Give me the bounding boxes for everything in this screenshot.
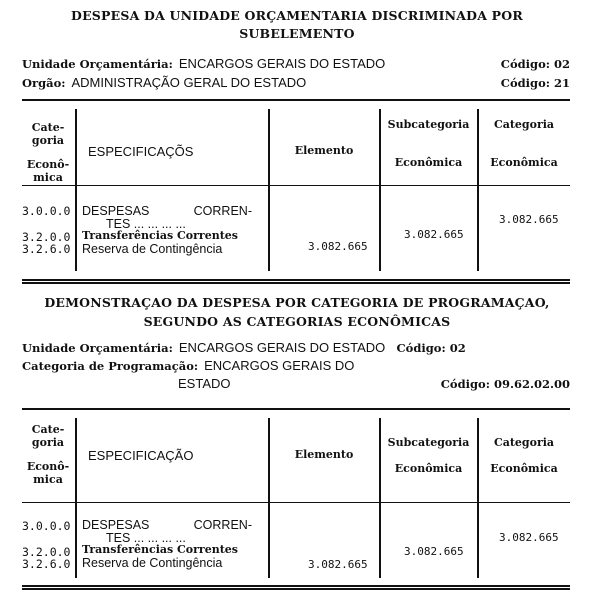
header-categoria: Categoria (493, 436, 555, 449)
categoria-programacao-value: ENCARGOS GERAIS DO (204, 358, 355, 373)
section2-title-line1: DEMONSTRAÇAO DA DESPESA POR CATEGORIA DE PROGRAMAÇAO, (44, 295, 550, 310)
unidade-code: Código: 02 (396, 341, 466, 355)
spec-column: DESPESAS CORREN- TES ... ... ... ... Transferências Correntes Reserva de Contingência (82, 204, 252, 256)
elemento-value: 3.082.665 (308, 558, 368, 571)
subcategoria-value: 3.082.665 (404, 545, 464, 558)
categoria-programacao-code: Código: 09.62.02.00 (440, 377, 570, 391)
unidade-label: Unidade Orçamentária: (22, 57, 173, 71)
orgao-value: ADMINISTRAÇÃO GERAL DO ESTADO (71, 75, 307, 90)
code-3260: 3.2.6.0 (22, 242, 71, 256)
spec-despesas-correntes: DESPESAS CORREN- (82, 204, 252, 218)
header-elemento: Elemento (294, 448, 354, 461)
spec-transferencias: Transferências Correntes (82, 229, 238, 242)
section1-table (22, 99, 570, 284)
section1-orgao-line (22, 74, 570, 92)
unidade-value: ENCARGOS GERAIS DO ESTADO (178, 56, 386, 71)
subcategoria-value: 3.082.665 (404, 228, 464, 241)
header-categoria-economica: Cate- goria Econô- mica (26, 121, 70, 184)
section2-table (22, 408, 570, 594)
unidade-label: Unidade Orçamentária: (22, 341, 173, 355)
header-especificacoes: ESPECIFICAÇÕS (88, 144, 194, 159)
spec-transferencias: Transferências Correntes (82, 543, 238, 556)
section2-title-line2: SEGUNDO AS CATEGORIAS ECONÔMICAS (143, 314, 451, 329)
code-3260: 3.2.6.0 (22, 557, 71, 571)
header-especificacao: ESPECIFICAÇÃO (88, 448, 194, 463)
orgao-code: Código: 21 (500, 76, 570, 90)
categoria-programacao-label: Categoria de Programação: (22, 359, 199, 373)
header-categoria: Categoria (493, 118, 555, 131)
header-subcategoria: Subcategoria (387, 436, 470, 449)
section2-unidade-line (22, 339, 570, 357)
header-subcategoria-economica: Econômica (394, 156, 463, 169)
spec-despesas-correntes: DESPESAS CORREN- (82, 518, 252, 532)
header-categoria-economica-right: Econômica (490, 156, 558, 169)
header-subcategoria: Subcategoria (387, 118, 470, 131)
orgao-label: Orgão: (22, 76, 66, 90)
elemento-value: 3.082.665 (308, 240, 368, 253)
categoria-programacao-value-cont: ESTADO (178, 376, 231, 391)
codes-column (22, 205, 72, 256)
codes-column (22, 520, 72, 571)
section2-categoria-line2 (22, 375, 570, 393)
code-3000: 3.0.0.0 (22, 204, 71, 218)
spec-reserva: Reserva de Contingência (82, 241, 223, 256)
section1-title-line1: DESPESA DA UNIDADE ORÇAMENTARIA DISCRIMINADA POR (71, 8, 523, 23)
unidade-code: Código: 02 (500, 57, 570, 71)
section1-unidade-line (22, 55, 570, 73)
categoria-value: 3.082.665 (499, 213, 559, 226)
code-3200: 3.2.0.0 (22, 544, 71, 559)
categoria-value: 3.082.665 (499, 531, 559, 544)
spec-column: DESPESAS CORREN- TES ... ... ... ... Transferências Correntes Reserva de Contingência (82, 518, 252, 570)
header-elemento: Elemento (294, 144, 354, 157)
section1-title-line2: SUBELEMENTO (239, 26, 355, 41)
code-3000: 3.0.0.0 (22, 519, 71, 533)
code-3200: 3.2.0.0 (22, 229, 71, 244)
header-categoria-economica-right: Econômica (490, 462, 558, 475)
spec-reserva: Reserva de Contingência (82, 555, 223, 570)
header-categoria-economica: Cate- goria Econô- mica (26, 423, 70, 486)
section2-categoria-line (22, 357, 570, 375)
unidade-value: ENCARGOS GERAIS DO ESTADO (178, 340, 386, 355)
header-subcategoria-economica: Econômica (394, 462, 463, 475)
